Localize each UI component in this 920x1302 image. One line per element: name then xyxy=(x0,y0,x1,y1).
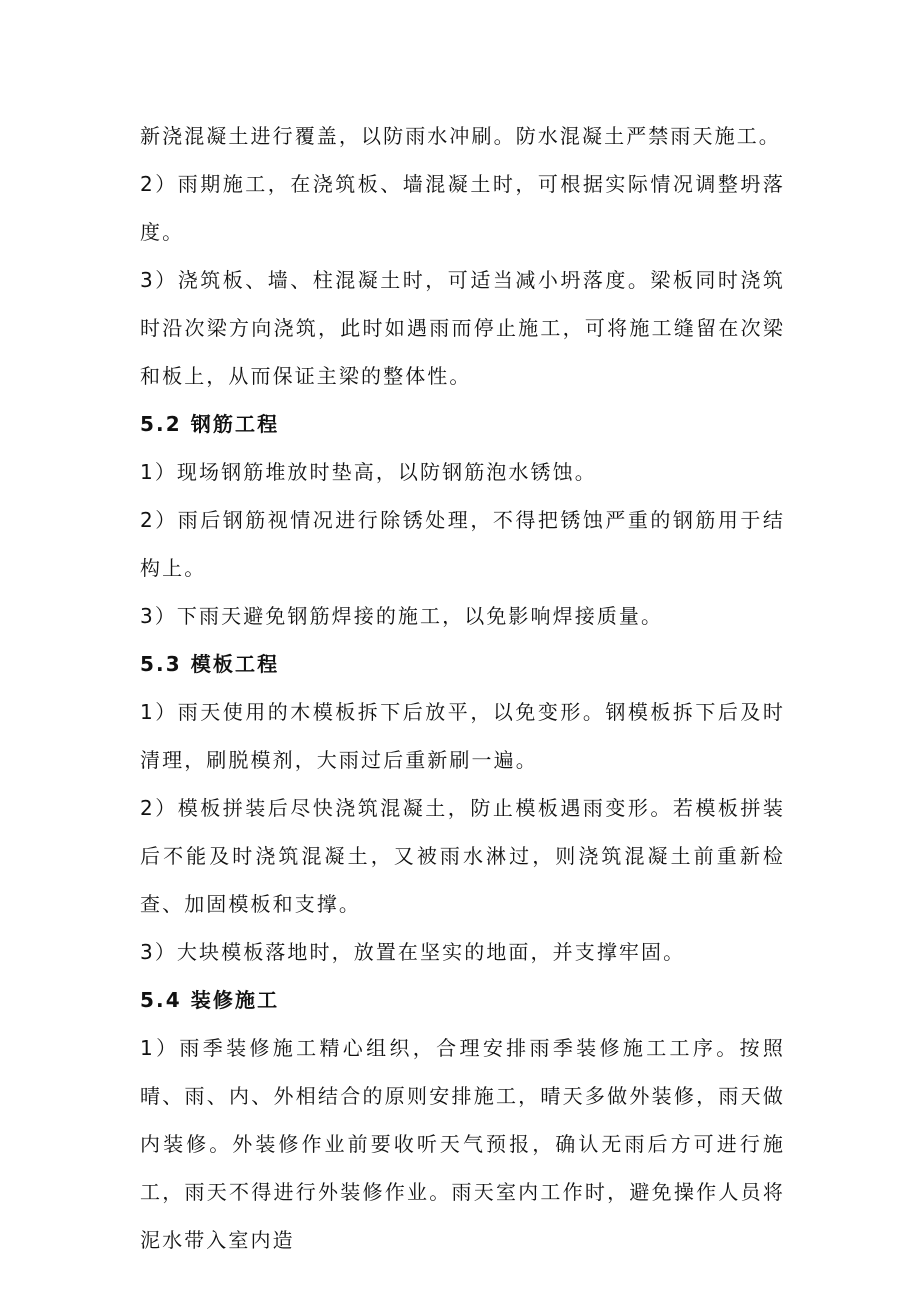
paragraph-formwork-landing: 3）大块模板落地时，放置在坚实的地面，并支撑牢固。 xyxy=(140,940,686,964)
paragraph-finishing-organization: 1）雨季装修施工精心组织，合理安排雨季装修施工工序。按照晴、雨、内、外相结合的原则安排施工，晴天多做外装修，雨天做内装修。外装修作业前要收听天气预报，确认无雨后方可进行施工，雨天不得进行外装修作业。雨天室内工作时，避免操作人员将泥水带入室内造 xyxy=(140,1036,785,1252)
section-heading-rebar: 5.2 钢筋工程 xyxy=(140,412,280,436)
paragraph-rebar-derust: 2）雨后钢筋视情况进行除锈处理，不得把锈蚀严重的钢筋用于结构上。 xyxy=(140,508,785,580)
section-heading-formwork: 5.3 模板工程 xyxy=(140,652,280,676)
paragraph-rainy-slump: 2）雨期施工，在浇筑板、墙混凝土时，可根据实际情况调整坍落度。 xyxy=(140,172,785,244)
paragraph-concrete-cover: 新浇混凝土进行覆盖，以防雨水冲刷。防水混凝土严禁雨天施工。 xyxy=(140,124,781,148)
paragraph-formwork-assembly: 2）模板拼装后尽快浇筑混凝土，防止模板遇雨变形。若模板拼装后不能及时浇筑混凝土，又被雨水淋过，则浇筑混凝土前重新检查、加固模板和支撑。 xyxy=(140,796,785,916)
paragraph-rebar-welding: 3）下雨天避免钢筋焊接的施工，以免影响焊接质量。 xyxy=(140,604,664,628)
paragraph-formwork-storage: 1）雨天使用的木模板拆下后放平，以免变形。钢模板拆下后及时清理，刷脱模剂，大雨过后重新刷一遍。 xyxy=(140,700,785,772)
section-heading-finishing: 5.4 装修施工 xyxy=(140,988,280,1012)
paragraph-rebar-storage: 1）现场钢筋堆放时垫高，以防钢筋泡水锈蚀。 xyxy=(140,460,597,484)
paragraph-pouring-joints: 3）浇筑板、墙、柱混凝土时，可适当减小坍落度。梁板同时浇筑时沿次梁方向浇筑，此时如遇雨而停止施工，可将施工缝留在次梁和板上，从而保证主梁的整体性。 xyxy=(140,268,785,388)
document-page xyxy=(140,112,785,1264)
